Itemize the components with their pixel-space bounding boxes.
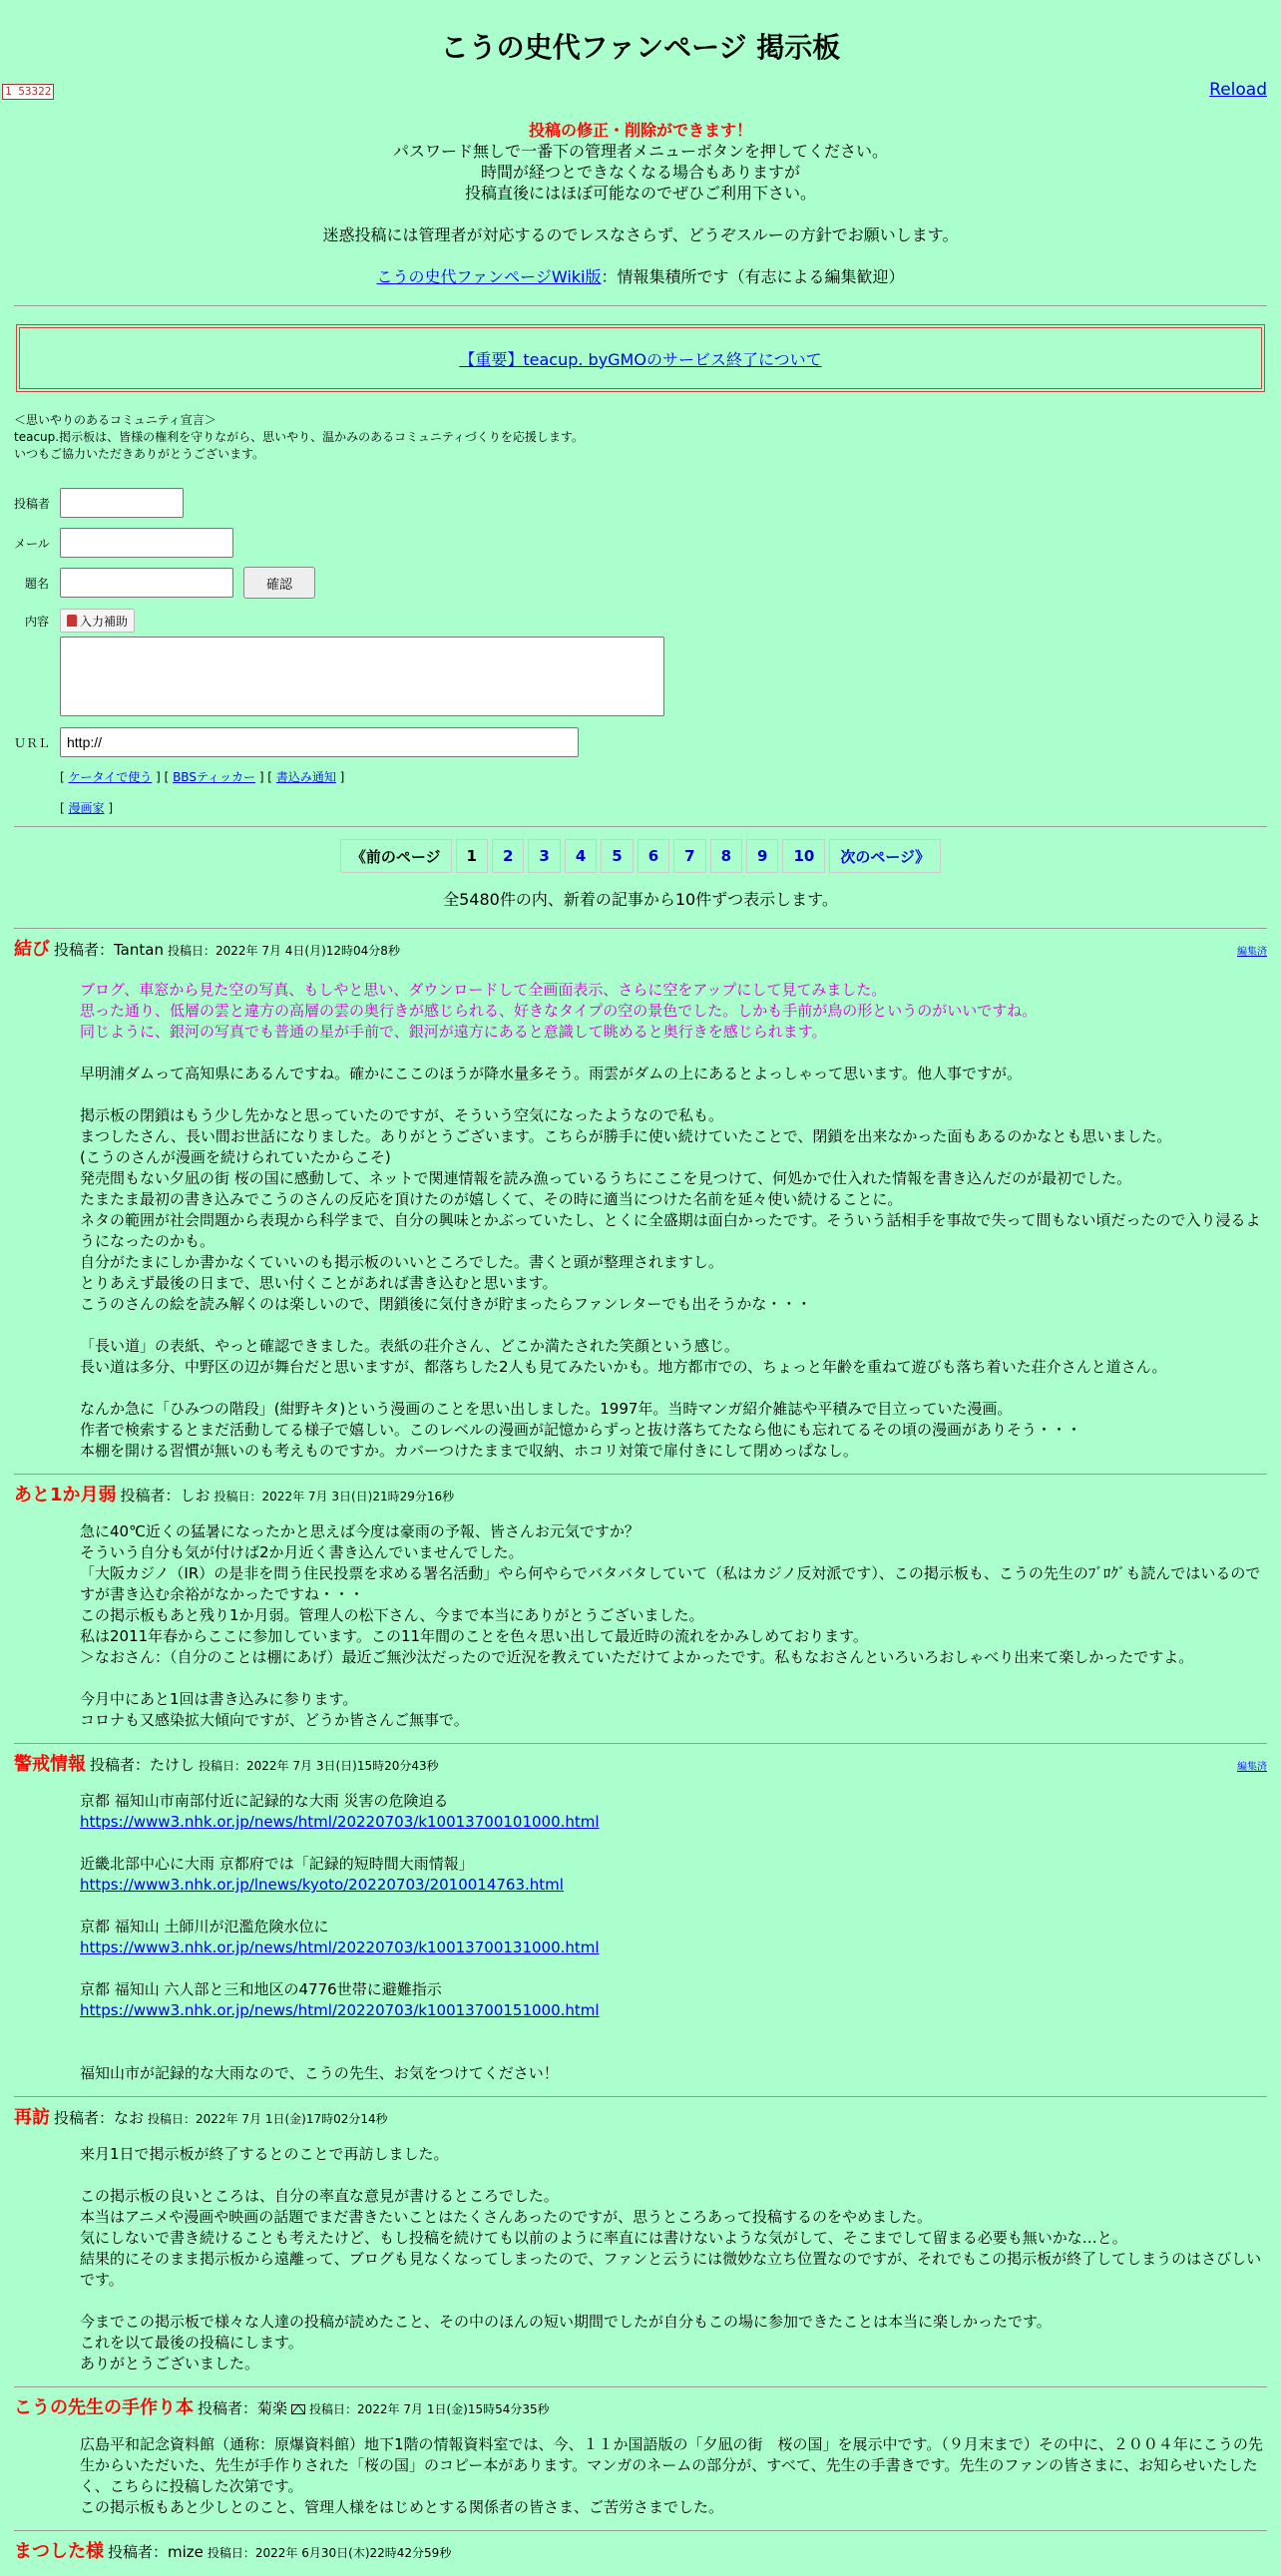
wiki-description: ：情報集積所です（有志による編集歓迎） [601,267,905,286]
quote-line: ブログ、車窓から見た空の写真、もしやと思い、ダウンロードして全画面表示、さらに空をアップにして見てみました。 [80,981,887,999]
post-line: これを以て最後の投稿にします。 [80,2334,303,2352]
wiki-line [0,266,1281,287]
post-count: 全5480件の内、新着の記事から10件ずつ表示します。 [443,890,838,909]
post [14,1474,1267,1743]
post-line: (こうのさんが漫画を続けられていたからこそ) [80,1148,391,1166]
post [14,1743,1267,2096]
post-author: 投稿者：たけし [90,1756,196,1774]
prev-page-button[interactable]: 《前のページ [340,839,452,873]
email-field[interactable] [60,528,233,558]
post-title: 結び [14,939,50,960]
news-link[interactable]: https://www3.nhk.or.jp/news/html/20220703/k10013700131000.html [80,1938,600,1956]
post-title: 警戒情報 [14,1754,86,1775]
url-input[interactable] [60,727,579,757]
notify-link[interactable]: 書込み通知 [275,770,336,784]
mobile-link[interactable]: ケータイで使う [68,770,153,784]
community-declaration [14,412,1267,463]
post-date: 投稿日：2022年 7月 1日(金)15時54分35秒 [309,2402,550,2416]
post-date: 投稿日：2022年 6月30日(木)22時42分59秒 [207,2546,452,2560]
divider [14,826,1267,827]
post-line: 作者で検索するとまだ活動してる様子で嬉しい。このレベルの漫画が記憶からずっと抜け落ちてたなら他にも忘れてるその頃の漫画がありそう・・・ [80,1421,1081,1439]
post-line: この掲示板もあと残り1か月弱。管理人の松下さん、今まで本当にありがとうございました。 [80,1606,704,1624]
news-title: 京都 福知山 土師川が氾濫危険水位に [80,1918,329,1935]
post-line: 急に40℃近くの猛暑になったかと思えば今度は豪雨の予報、皆さんお元気ですか？ [80,1522,640,1540]
confirm-button[interactable]: 確認 [243,567,315,599]
post-line: 来月1日で掲示板が終了するとのことで再訪しました。 [80,2145,449,2163]
post-line: 早明浦ダムって高知県にあるんですね。確かにここのほうが降水量多そう。雨雲がダムの上にあるとよっしゃって思います。他人事ですが。 [80,1065,1022,1082]
post-line: 気にしないで書き続けることも考えたけど、もし投稿を続けても以前のように率直には書けないような気がして、そこまでして留まる必要も無いかな…と。 [80,2229,1127,2247]
news-link[interactable]: https://www3.nhk.or.jp/news/html/20220703/k10013700151000.html [80,2001,600,2019]
post-line: コロナも又感染拡大傾向ですが、どうか皆さんご無事で。 [80,1711,469,1729]
post-author: 投稿者：なお [54,2109,145,2127]
page-7[interactable]: 7 [673,839,705,873]
notice-line: 時間が経つとできなくなる場合もありますが [480,163,800,182]
post-title: 再訪 [14,2107,50,2128]
post-date: 投稿日：2022年 7月 1日(金)17時02分14秒 [148,2112,388,2126]
post-line: こうのさんの絵を読み解くのは楽しいので、閉鎖後に気付きが貯まったらファンレターでも出そうかな・・・ [80,1295,812,1313]
post-line: なんか急に「ひみつの階段」(紺野キタ)という漫画のことを思い出しました。1997年。当時マンガ紹介雑誌や平積みで目立っていた漫画。 [80,1400,1013,1418]
post-date: 投稿日：2022年 7月 3日(日)21時29分16秒 [214,1490,455,1503]
news-title: 近畿北部中心に大雨 京都府では「記録的短時間大雨情報」 [80,1855,474,1873]
top-bar [5,76,1267,102]
post-line: ネタの範囲が社会問題から表現から科学まで、自分の興味とかぶっていたし、とくに全盛期は面白かったです。そういう話相手を事故で失って間もない頃だったので入り浸るようになったのかも。 [80,1211,1261,1250]
post-line: 本当はアニメや漫画や映画の話題でまだ書きたいことはたくさんあったのですが、思うところあって投稿するのをやめました。 [80,2208,932,2226]
quote-line: 同じように、銀河の写真でも普通の星が手前で、銀河が遠方にあると意識して眺めると奥行きを感じられます。 [80,1023,827,1041]
declaration-thanks: いつもご協力いただきありがとうございます。 [14,447,265,461]
post-author: 投稿者：mize [108,2543,204,2561]
post-line: 「大阪カジノ（IR）の是非を問う住民投票を求める署名活動」やら何やらでバタバタしていて（私はカジノ反対派です）、この掲示板も、こうの先生のﾌﾞﾛｸﾞも読んではいるのですが書き込む余裕がなかったですね・・・ [80,1564,1261,1603]
edited-link[interactable]: 編集済 [1237,1762,1267,1773]
edited-link[interactable]: 編集済 [1237,947,1267,958]
ticker-link[interactable]: BBSティッカー [173,770,255,784]
important-notice-link[interactable]: 【重要】teacup. byGMOのサービス終了について [459,349,822,369]
news-link[interactable]: https://www3.nhk.or.jp/news/html/20220703/k10013700101000.html [80,1813,600,1831]
post-line: ありがとうございました。 [80,2355,260,2372]
post-line: 広島平和記念資料館（通称：原爆資料館）地下1階の情報資料室では、今、１１か国語版の「夕凪の街 桜の国」を展示中です。（９月末まで）その中に、２００４年にこうの先生からいただいた、先生が手作りされた「桜の国」のコピー本があります。マンガのネームの部分が、すべて、先生の手書きです。先生のファンの皆さまに、お知らせいたしたく、こちらに投稿した次第です。 [80,2435,1263,2495]
mail-icon[interactable] [291,2404,305,2414]
post-line: まつしたさん、長い間お世話になりました。ありがとうございます。こちらが勝手に使い続けていたことで、閉鎖を出来なかった面もあるのかなとも思いました。 [80,1127,1172,1145]
news-title: 京都 福知山 六人部と三和地区の4776世帯に避難指示 [80,1980,442,1998]
post-line: 福知山市が記録的な大雨なので、こうの先生、お気をつけてください！ [80,2064,559,2082]
post-title: あと1か月弱 [14,1485,117,1505]
subject-input[interactable] [60,568,233,598]
page-6[interactable]: 6 [638,839,669,873]
quote-line: 思った通り、低層の雲と違方の高層の雲の奥行きが感じられる、好きなタイプの空の景色でした。しかも手前が鳥の形というのがいいですね。 [80,1002,1038,1020]
page-9[interactable]: 9 [746,839,778,873]
post-date: 投稿日：2022年 7月 4日(月)12時04分8秒 [167,944,400,958]
post-author: 投稿者：しお [120,1487,211,1504]
post-line: 自分がたまにしか書かなくていいのも掲示板のいいところでした。書くと頭が整理されますし。 [80,1253,723,1271]
mail-label: メール [14,536,50,551]
page-3[interactable]: 3 [528,839,560,873]
notice-line: パスワード無しで一番下の管理者メニューボタンを押してください。 [392,142,888,161]
post-line: この掲示板の良いところは、自分の率直な意見が書けるところでした。 [80,2187,559,2205]
subject-label: 題名 [24,576,49,591]
notice-headline: 投稿の修正・削除ができます！ [528,121,752,140]
post-line: 私は2011年春からここに参加しています。この11年間のことを色々思い出して最近時の流れをかみしめております。 [80,1627,868,1645]
assist-label: 入力補助 [80,614,129,629]
input-assist-button[interactable] [60,609,135,633]
manga-link[interactable]: 漫画家 [68,801,105,815]
notice [0,120,1281,287]
post-line: この掲示板もあと少しとのこと、管理人様をはじめとする関係者の皆さま、ご苦労さまでした。 [80,2498,724,2516]
post-line: 今までこの掲示板で様々な人達の投稿が読めたこと、その中のほんの短い期間でしたが自分もこの場に参加できたことは本当に楽しかったです。 [80,2313,1052,2331]
declaration-text: teacup.掲示板は、皆様の権利を守りながら、思いやり、温かみのあるコミュニティづくりを応援します。 [14,430,584,444]
name-input[interactable] [60,488,184,518]
url-label: ＵＲＬ [14,735,51,750]
post-date: 投稿日：2022年 7月 3日(日)15時20分43秒 [199,1759,439,1773]
post-line: 今月中にあと1回は書き込みに参ります。 [80,1690,358,1708]
page-1: 1 [456,839,488,873]
access-counter: 1 53322 [2,84,54,100]
news-title: 京都 福知山市南部付近に記録的な大雨 災害の危険迫る [80,1792,449,1810]
notice-line: 投稿直後にはほぼ可能なのでぜひご利用下さい。 [464,184,816,203]
page-title: こうの史代ファンページ 掲示板 [440,31,841,64]
page-4[interactable]: 4 [565,839,597,873]
post [14,2530,1267,2576]
content-label: 内容 [24,615,49,629]
page-10[interactable]: 10 [782,839,825,873]
post-line: 掲示板の閉鎖はもう少し先かなと思っていたのですが、そういう空気になったようなので私も。 [80,1106,724,1124]
post [14,2096,1267,2386]
page-5[interactable]: 5 [601,839,633,873]
divider [14,305,1267,306]
assist-icon [67,615,77,627]
post-line: ＞なおさん：（自分のことは棚にあげ）最近ご無沙汰だったので近況を教えていただけてよかったです。私もなおさんといろいろおしゃべり出来て楽しかったですよ。 [80,1648,1194,1666]
post-line: そういう自分も気が付けば2か月近く書き込んでいませんでした。 [80,1543,524,1561]
post-title: こうの先生の手作り本 [14,2397,194,2418]
post-line: 長い道は多分、中野区の辺が舞台だと思いますが、都落ちした2人も見てみたいかも。地方都市での、ちょっと年齢を重ねて遊びも落ち着いた荘介さんと道さん。 [80,1358,1167,1376]
post-form: 投稿者 メール 題名 確認 内容 入力補助 ＵＲＬ http:// [ ケータイで使う ] [ BBSティッカー ] [ 書込み通知 ] [ 漫画家 ] [14,483,1267,816]
post-line: たまたま最初の書き込みでこうのさんの反応を頂けたのが嬉しくて、その時に適当につけた名前を延々使い続けることに。 [80,1190,903,1208]
page-2[interactable]: 2 [492,839,524,873]
pager [0,839,1281,873]
important-notice-box [16,324,1265,392]
post-title: まつした様 [14,2541,104,2562]
reload-link[interactable]: Reload [1209,80,1267,100]
post-author: 投稿者：Tantan [54,941,164,959]
news-link[interactable]: https://www3.nhk.or.jp/lnews/kyoto/20220703/2010014763.html [80,1876,564,1894]
post-line: 本棚を開ける習慣が無いのも考えものですか。カバーつけたままで収納、ホコリ対策で扉付きにして閉めっぱなし。 [80,1442,858,1460]
post [14,928,1267,1474]
post-author: 投稿者：菊楽 [198,2399,288,2417]
next-page-button[interactable]: 次のページ》 [829,839,941,873]
wiki-link[interactable]: こうの史代ファンページWiki版 [376,267,602,286]
page-8[interactable]: 8 [710,839,742,873]
post-line: とりあえず最後の日まで、思い付くことがあれば書き込むと思います。 [80,1274,558,1292]
post-line: 結果的にそのまま掲示板から遠離って、ブログも見なくなってしまったので、ファンと云うには微妙な立ち位置なのですが、それでもこの掲示板が終了してしまうのはさびしいです。 [80,2250,1262,2289]
content-textarea[interactable] [60,637,664,716]
name-label: 投稿者 [14,496,51,511]
post-line: 「長い道」の表紙、やっと確認できました。表紙の荘介さん、どこか満たされた笑顔という感じ。 [80,1337,739,1355]
declaration-title: ＜思いやりのあるコミュニティ宣言＞ [14,413,216,427]
post-line: 発売間もない夕凪の街 桜の国に感動して、ネットで関連情報を読み漁っているうちにここを見つけて、何処かで仕入れた情報を書き込んだのが最初でした。 [80,1169,1132,1187]
notice-line: 迷惑投稿には管理者が対応するのでレスなさらず、どうぞスルーの方針でお願いします。 [322,225,959,244]
post [14,2386,1267,2530]
